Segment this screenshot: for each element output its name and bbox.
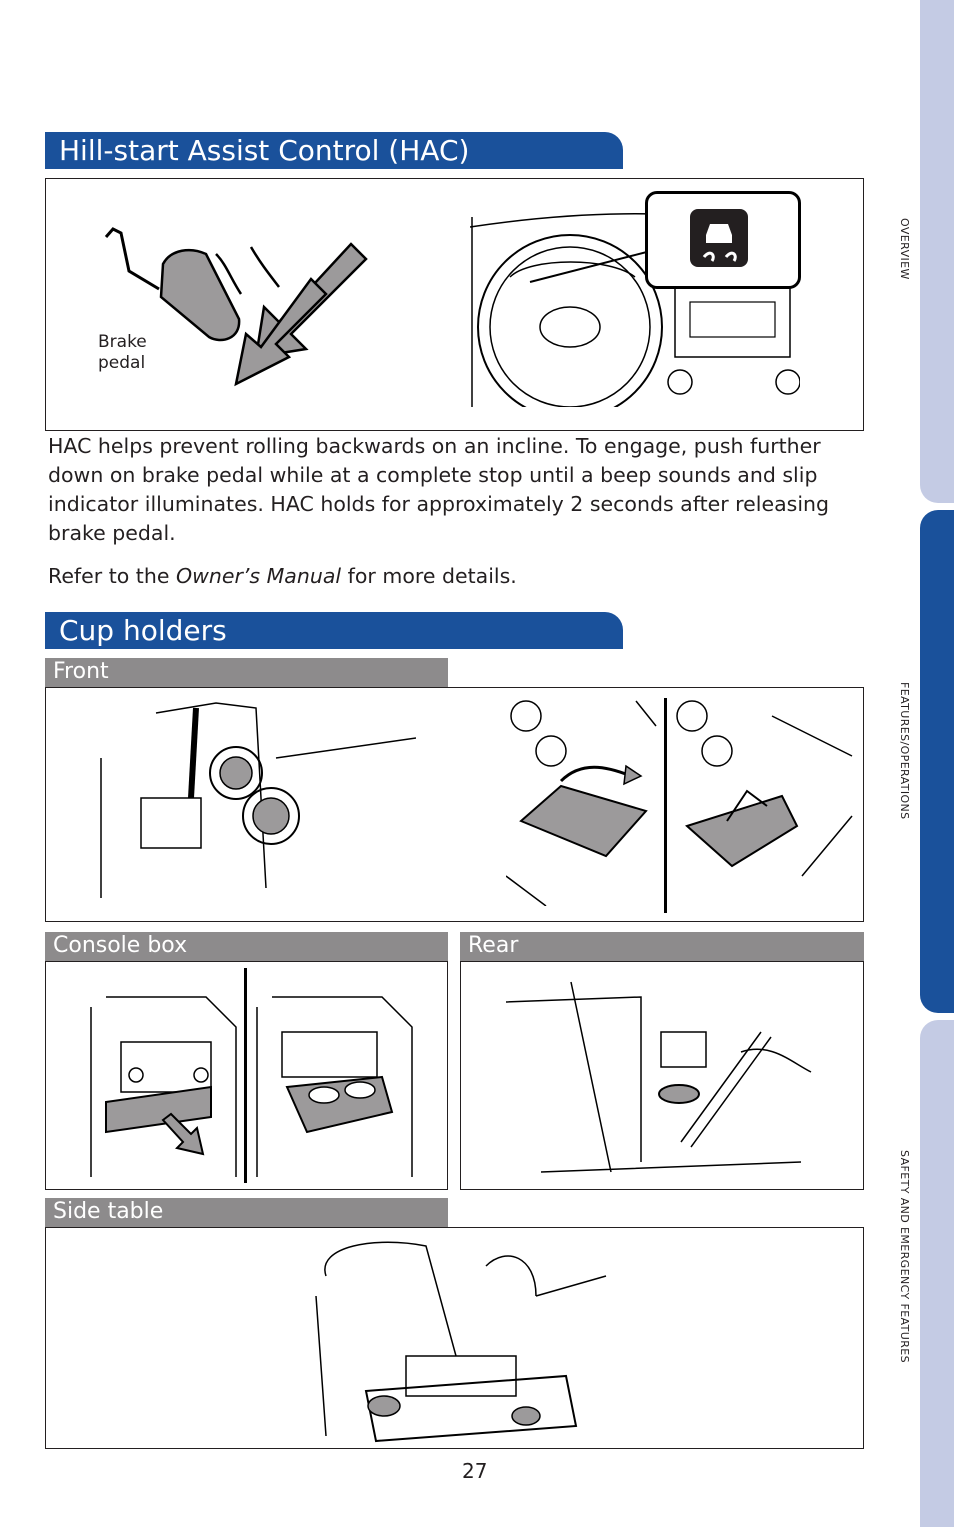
side-tab-safety[interactable] <box>920 1020 954 1527</box>
front-console-lid-illustration <box>506 696 661 906</box>
side-label-overview: OVERVIEW <box>898 218 911 280</box>
rear-cup-holder-illustration <box>501 972 821 1182</box>
front-divider <box>664 698 667 913</box>
console-box-divider <box>244 968 247 1183</box>
hac-refer-note: Refer to the Owner’s Manual for more details. <box>48 564 517 588</box>
press-arrow-icon <box>231 239 381 389</box>
page-number: 27 <box>462 1459 488 1483</box>
console-box-closed-illustration <box>86 987 246 1187</box>
slip-indicator-callout <box>645 191 801 289</box>
console-box-subheading: Console box <box>45 932 448 961</box>
front-cup-open-illustration <box>672 696 857 906</box>
rear-subheading: Rear <box>460 932 864 961</box>
hac-description: HAC helps prevent rolling backwards on an incline. To engage, push further down on brake pedal while at a complete stop until a beep sounds and slip indicator illuminates. HAC holds for approximately 2 seconds after releasing brake pedal. <box>48 434 830 545</box>
side-label-features: FEATURES/OPERATIONS <box>898 682 911 820</box>
slip-indicator-icon <box>690 209 748 267</box>
front-cup-holder-illustration <box>96 698 416 918</box>
side-label-safety: SAFETY AND EMERGENCY FEATURES <box>898 1150 911 1363</box>
hac-illustration-box <box>45 178 864 431</box>
side-table-subheading: Side table <box>45 1198 448 1227</box>
side-table-illustration <box>306 1236 626 1444</box>
side-tab-features[interactable] <box>920 510 954 1013</box>
owners-manual-reference: Owner’s Manual <box>175 564 342 588</box>
pull-arrow-icon <box>161 1112 211 1157</box>
cup-holders-section-title: Cup holders <box>45 612 623 649</box>
rear-cup-holder-box <box>460 961 864 1190</box>
side-tab-overview[interactable] <box>920 0 954 503</box>
front-cup-holder-box <box>45 687 864 922</box>
side-table-cup-holder-box <box>45 1227 864 1449</box>
front-subheading: Front <box>45 658 448 687</box>
console-box-open-illustration <box>252 987 427 1187</box>
brake-pedal-label: Brake pedal <box>98 332 147 373</box>
console-box-cup-holder-box <box>45 961 448 1190</box>
hac-section-title: Hill-start Assist Control (HAC) <box>45 132 623 169</box>
